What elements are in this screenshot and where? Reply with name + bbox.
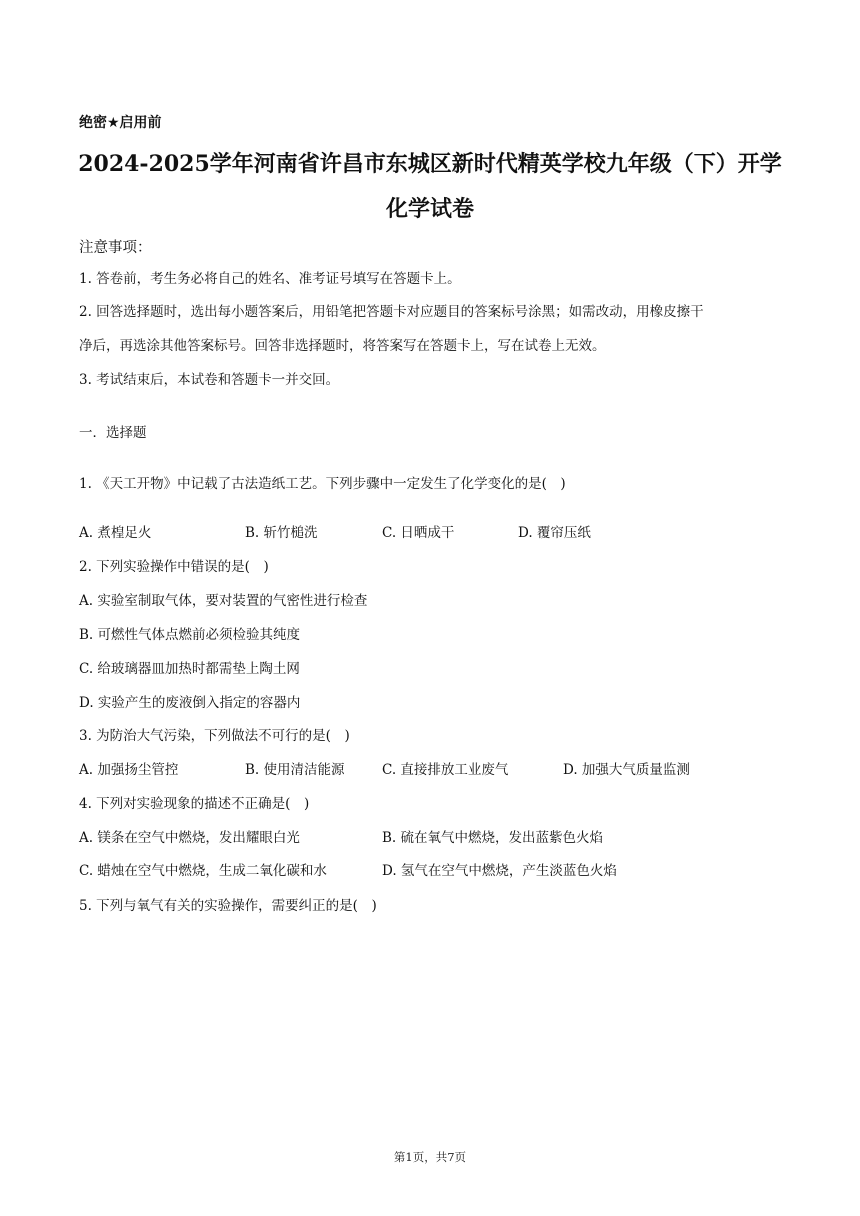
notice-item-2-continued: 净后，再选涂其他答案标号。回答非选择题时，将答案写在答题卡上，写在试卷上无效。: [79, 338, 606, 354]
confidential-label: 绝密★启用前: [79, 115, 162, 131]
section-title: 一．选择题: [79, 425, 147, 441]
question-4-stem: 4. 下列对实验现象的描述不正确是( ): [79, 796, 310, 812]
question-1-stem: 1. 《天工开物》中记载了古法造纸工艺。下列步骤中一定发生了化学变化的是( ): [79, 476, 566, 492]
question-3-stem: 3. 为防治大气污染，下列做法不可行的是( ): [79, 728, 350, 744]
page-footer: 第1页，共7页: [393, 1150, 467, 1164]
question-3-option-a: A. 加强扬尘管控: [79, 762, 179, 778]
question-2-option-c: C. 给玻璃器皿加热时都需垫上陶土网: [79, 661, 300, 677]
question-2-option-b: B. 可燃性气体点燃前必须检验其纯度: [79, 627, 301, 643]
question-3-option-c: C. 直接排放工业废气: [382, 762, 509, 778]
question-5-stem: 5. 下列与氧气有关的实验操作，需要纠正的是( ): [79, 898, 377, 914]
notice-item-1: 1. 答卷前，考生务必将自己的姓名、准考证号填写在答题卡上。: [79, 271, 461, 287]
exam-title-line-2: 化学试卷: [385, 196, 474, 222]
question-3-option-b: B. 使用清洁能源: [245, 762, 345, 778]
question-1-option-c: C. 日晒成干: [382, 525, 455, 541]
exam-title-line-1: 2024-2025学年河南省许昌市东城区新时代精英学校九年级（下）开学: [78, 151, 782, 177]
question-1-option-b: B. 斩竹槌洗: [245, 525, 318, 541]
notice-item-2: 2. 回答选择题时，选出每小题答案后，用铅笔把答题卡对应题目的答案标号涂黑；如需改动，用橡皮擦干: [79, 304, 704, 320]
question-4-option-d: D. 氢气在空气中燃烧，产生淡蓝色火焰: [382, 863, 617, 879]
question-2-stem: 2. 下列实验操作中错误的是( ): [79, 559, 269, 575]
question-1-option-a: A. 煮楻足火: [79, 525, 152, 541]
question-4-option-c: C. 蜡烛在空气中燃烧，生成二氧化碳和水: [79, 863, 327, 879]
question-4-option-b: B. 硫在氧气中燃烧，发出蓝紫色火焰: [382, 830, 604, 846]
notice-item-3: 3. 考试结束后，本试卷和答题卡一并交回。: [79, 372, 340, 388]
question-2-option-d: D. 实验产生的废液倒入指定的容器内: [79, 695, 301, 711]
question-3-option-d: D. 加强大气质量监测: [563, 762, 690, 778]
question-2-option-a: A. 实验室制取气体，要对装置的气密性进行检查: [79, 593, 368, 609]
question-4-option-a: A. 镁条在空气中燃烧，发出耀眼白光: [79, 830, 300, 846]
notice-heading: 注意事项：: [79, 240, 152, 256]
question-1-option-d: D. 覆帘压纸: [518, 525, 591, 541]
